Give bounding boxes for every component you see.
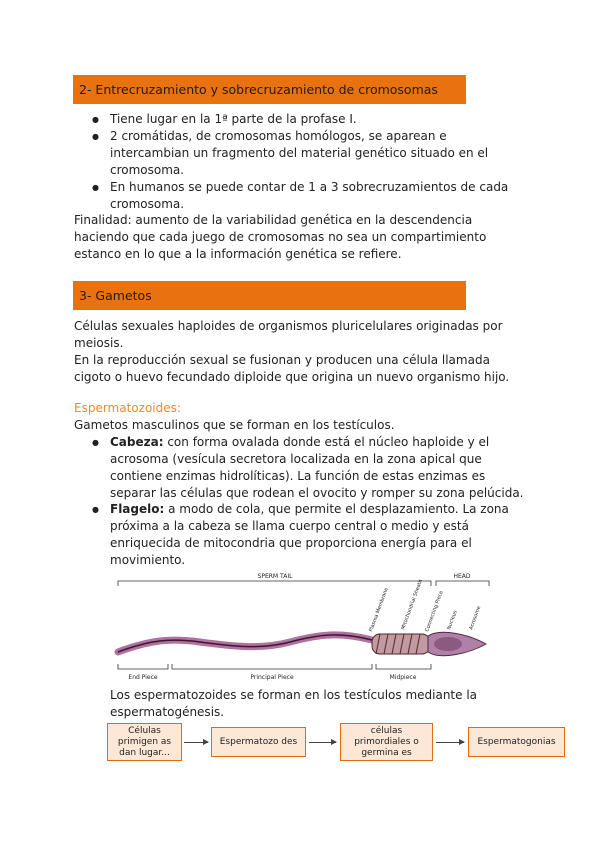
espermatozoides-heading: Espermatozoides: xyxy=(74,401,181,415)
end-piece-bracket xyxy=(118,664,168,669)
principal-piece-bracket xyxy=(172,664,372,669)
bullet-profase: ● Tiene lugar en la 1ª parte de la profase I. xyxy=(92,111,357,128)
label-acrosome: Acrosome xyxy=(468,605,483,631)
sperm-diagram xyxy=(110,568,500,682)
formation-line-2: espermatogénesis. xyxy=(110,705,225,719)
flow-arrow-3 xyxy=(436,742,464,743)
cabeza-term: Cabeza: xyxy=(110,435,164,449)
flagelo-line-2: próxima a la cabeza se llama cuerpo central o medio y está xyxy=(110,519,469,533)
tail-bracket xyxy=(118,581,431,586)
midpiece-bracket xyxy=(376,664,431,669)
principal-piece-label: Principal Piece xyxy=(250,674,294,681)
bullet-flagelo xyxy=(92,501,509,518)
cabeza-line-3: contiene enzimas hidrolíticas). La función de estas enzimas es xyxy=(110,469,486,483)
section-3-header: 3- Gametos xyxy=(73,281,466,310)
midpiece-label: Midpiece xyxy=(389,674,417,681)
flow-arrow-2 xyxy=(309,742,336,743)
flagelo-line-4: movimiento. xyxy=(110,553,186,567)
flow-box-espermatogonias: Espermatogonias xyxy=(468,727,565,757)
bullet-cromatidas: ● 2 cromátidas, de cromosomas homólogos, se aparean e xyxy=(92,128,447,145)
flow-box-espermatozoides: Espermatozo des xyxy=(211,727,306,757)
bullet-cabeza xyxy=(92,434,489,451)
cabeza-line-4: separar las células que rodean el ovocito y romper su zona pelúcida. xyxy=(110,486,524,500)
flow-box-celulas-primordiales: células primordiales o germina es xyxy=(340,723,433,761)
flow-arrow-1 xyxy=(184,742,208,743)
flagelo-text: a modo de cola, que permite el desplazamiento. La zona xyxy=(164,502,509,516)
label-nucleus: Nucleus xyxy=(446,609,459,631)
flagelo-line-3: enriquecida de mitocondria que proporciona energía para el xyxy=(110,536,472,550)
bullet-cromatidas-line-3: cromosoma. xyxy=(110,163,185,177)
cabeza-text: con forma ovalada donde está el núcleo haploide y el xyxy=(163,435,490,449)
section-2-header: 2- Entrecruzamiento y sobrecruzamiento de cromosomas xyxy=(73,75,466,104)
cabeza-line-2: acrosoma (vesícula secretora localizada en la zona apical que xyxy=(110,452,482,466)
formation-line-1: Los espermatozoides se forman en los testículos mediante la xyxy=(110,688,478,702)
tail-outer xyxy=(118,635,372,652)
gametos-para-2: meiosis. xyxy=(74,336,124,350)
label-plasma-membrane: Plasma Membrane xyxy=(368,587,390,633)
end-piece-label: End Piece xyxy=(128,674,158,681)
finalidad-line-1: Finalidad: aumento de la variabilidad genética en la descendencia xyxy=(74,213,473,227)
gametos-para-4: cigoto o huevo fecundado diploide que origina un nuevo organismo hijo. xyxy=(74,370,510,384)
label-connecting-piece: Connecting Piece xyxy=(424,590,445,633)
espermatozoides-intro: Gametos masculinos que se forman en los testículos. xyxy=(74,418,395,432)
flow-box-celulas-primigenias: Células primigen as dan lugar... xyxy=(107,723,182,761)
bullet-humanos: ● En humanos se puede contar de 1 a 3 sobrecruzamientos de cada xyxy=(92,179,508,196)
nucleus xyxy=(434,637,462,651)
head-bracket xyxy=(436,581,489,586)
finalidad-line-3: estanco en lo que a la información genética se refiere. xyxy=(74,247,402,261)
head-label: HEAD xyxy=(453,573,471,580)
gametos-para-1: Células sexuales haploides de organismos pluricelulares originadas por xyxy=(74,319,503,333)
bullet-cromatidas-line-2: intercambian un fragmento del material genético situado en el xyxy=(110,146,489,160)
label-mitochondrial-sheath: Mitochondrial Sheath xyxy=(400,578,425,631)
finalidad-line-2: haciendo que cada juego de cromosomas no sea un compartimiento xyxy=(74,230,487,244)
flagelo-term: Flagelo: xyxy=(110,502,165,516)
bullet-humanos-line-2: cromosoma. xyxy=(110,197,185,211)
tail-label: SPERM TAIL xyxy=(257,573,293,580)
gametos-para-3: En la reproducción sexual se fusionan y producen una célula llamada xyxy=(74,353,490,367)
